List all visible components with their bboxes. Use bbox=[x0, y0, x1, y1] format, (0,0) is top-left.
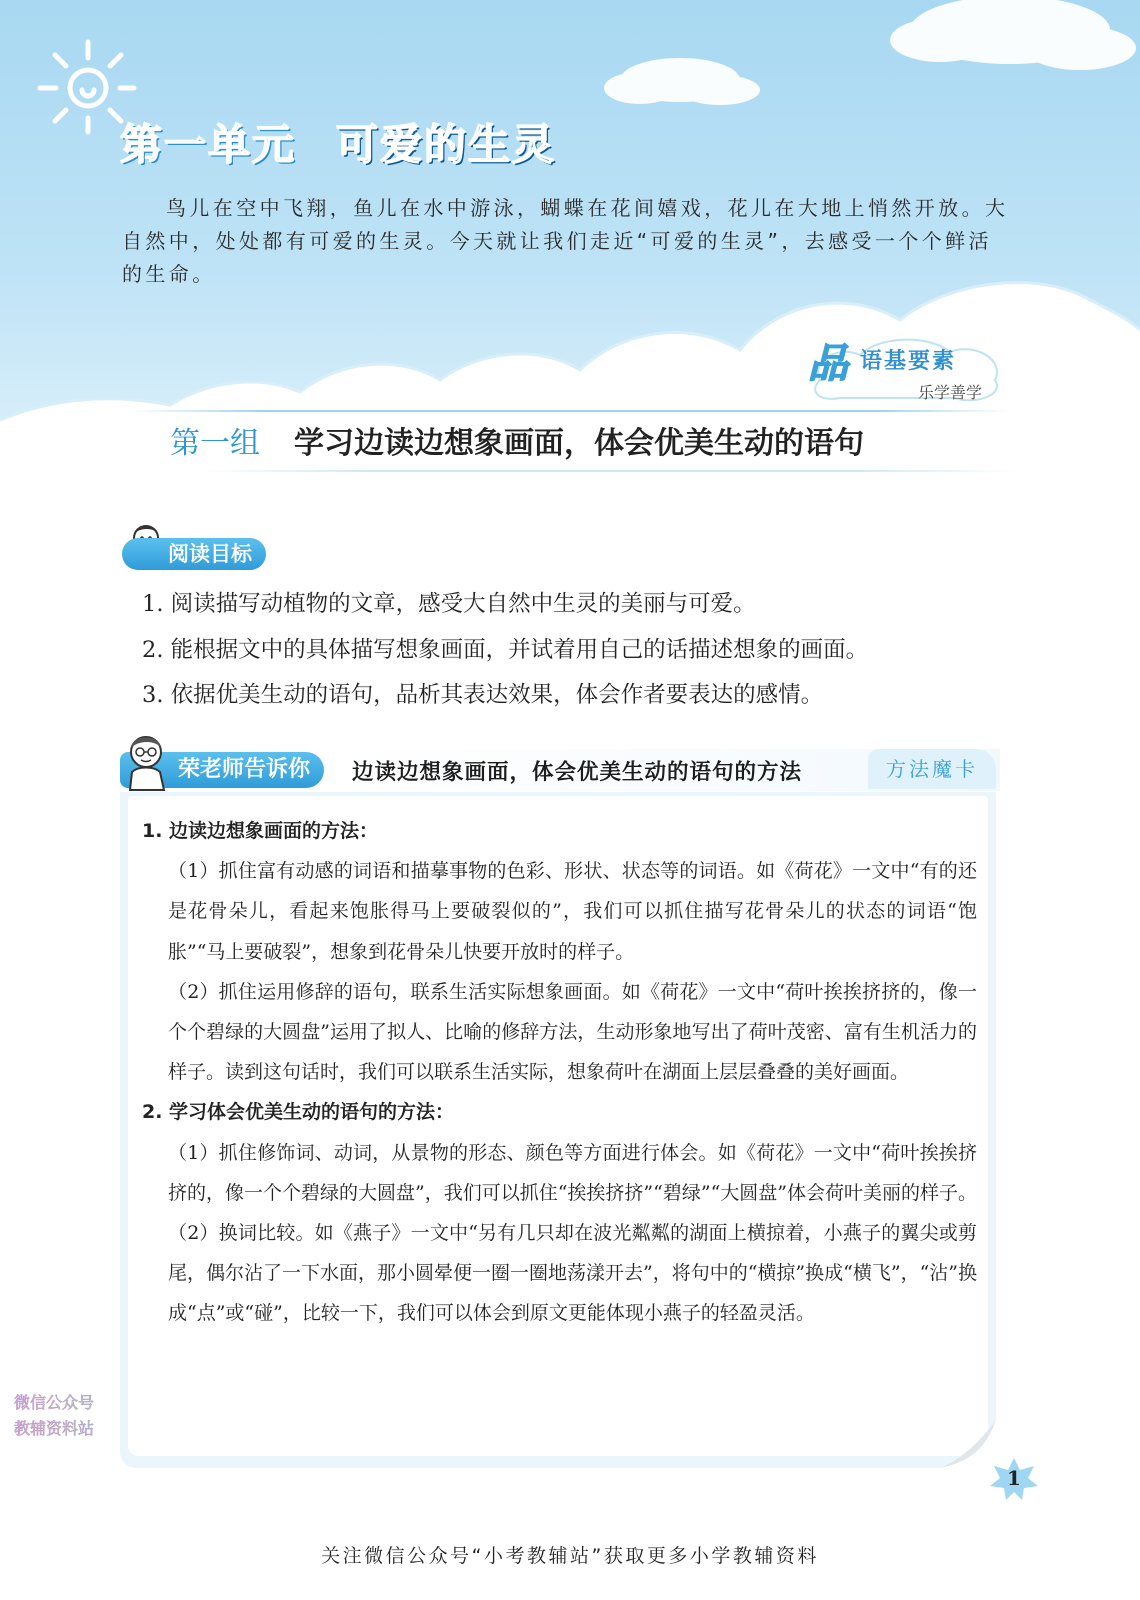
list-item: 2. 能根据文中的具体描写想象画面，并试着用自己的话描述想象的画面。 bbox=[142, 636, 869, 663]
tips-header: 边读边想象画面，体会优美生动的语句的方法 bbox=[352, 760, 803, 785]
reading-goals-badge: 阅读目标 bbox=[122, 538, 266, 570]
tips-content bbox=[142, 811, 977, 1334]
group-divider-top bbox=[130, 410, 1010, 412]
group-title bbox=[170, 418, 864, 462]
watermark-line: 教辅资料站 bbox=[14, 1416, 118, 1442]
watermark bbox=[14, 1390, 118, 1442]
footer-note: 关注微信公众号“小考教辅站”获取更多小学教辅资料 bbox=[321, 1545, 819, 1567]
section-heading: 1. 边读边想象画面的方法： bbox=[142, 820, 379, 842]
watermark-line: 微信公众号 bbox=[14, 1390, 118, 1416]
group-number: 第一组 bbox=[170, 426, 260, 461]
section-heading: 2. 学习体会优美生动的语句的方法： bbox=[142, 1101, 455, 1124]
unit-number: 第一单元 bbox=[120, 120, 297, 169]
logo-subtitle: 乐学善学 bbox=[918, 383, 983, 402]
unit-title bbox=[120, 112, 556, 172]
unit-intro: 鸟儿在空中飞翔，鱼儿在水中游泳，蝴蝶在花间嬉戏，花儿在大地上悄然开放。大自然中，处处都有可爱的生灵。今天就让我们走近“可爱的生灵”，去感受一个个鲜活的生命。 bbox=[122, 196, 1009, 286]
teacher-tips-badge: 荣老师告诉你 bbox=[120, 752, 324, 788]
list-item: 3. 依据优美生动的语句，品析其表达效果，体会作者要表达的感情。 bbox=[142, 682, 824, 708]
group-heading: 学习边读边想象画面，体会优美生动的语句 bbox=[294, 426, 864, 461]
method-paragraph: （2）抓住运用修辞的语句，联系生活实际想象画面。如《荷花》一文中“荷叶挨挨挤挤的，像一个个碧绿的大圆盘”运用了拟人、比喻的修辞方法，生动形象地写出了荷叶茂密、富有生机活力的样子。读到这句话时，我们可以联系生活实际，想象荷叶在湖面上层层叠叠的美好画面。 bbox=[168, 980, 977, 1084]
unit-name: 可爱的生灵 bbox=[336, 120, 557, 169]
teacher-mascot-icon bbox=[118, 730, 178, 792]
page-number: 1 bbox=[1007, 1466, 1021, 1490]
method-paragraph: （1）抓住富有动感的词语和描摹事物的色彩、形状、状态等的词语。如《荷花》一文中“有的还是花骨朵儿，看起来饱胀得马上要破裂似的”，我们可以抓住描写花骨朵儿的状态的词语“饱胀”“马上要破裂”，想象到花骨朵儿快要开放时的样子。 bbox=[168, 860, 977, 963]
list-item: 1. 阅读描写动植物的文章，感受大自然中生灵的美丽与可爱。 bbox=[142, 591, 756, 617]
group-divider-bottom bbox=[200, 470, 1020, 472]
method-paragraph: （1）抓住修饰词、动词，从景物的形态、颜色等方面进行体会。如《荷花》一文中“荷叶挨挨挤挤的，像一个个碧绿的大圆盘”，我们可以抓住“挨挨挤挤”“碧绿”“大圆盘”体会荷叶美丽的样子。 bbox=[168, 1141, 977, 1204]
logo-big-char: 品 bbox=[808, 341, 848, 387]
logo-title: 语基要素 bbox=[860, 349, 957, 374]
method-card-tab: 方法魔卡 bbox=[868, 749, 996, 789]
method-paragraph: （2）换词比较。如《燕子》一文中“另有几只却在波光粼粼的湖面上横掠着，小燕子的翼尖或剪尾，偶尔沾了一下水面，那小圆晕便一圈一圈地荡漾开去”，将句中的“横掠”换成“横飞”，“沾”换成“点”或“碰”，比较一下，我们可以体会到原文更能体现小燕子的轻盈灵活。 bbox=[168, 1222, 977, 1325]
reading-goals-list bbox=[142, 582, 868, 719]
